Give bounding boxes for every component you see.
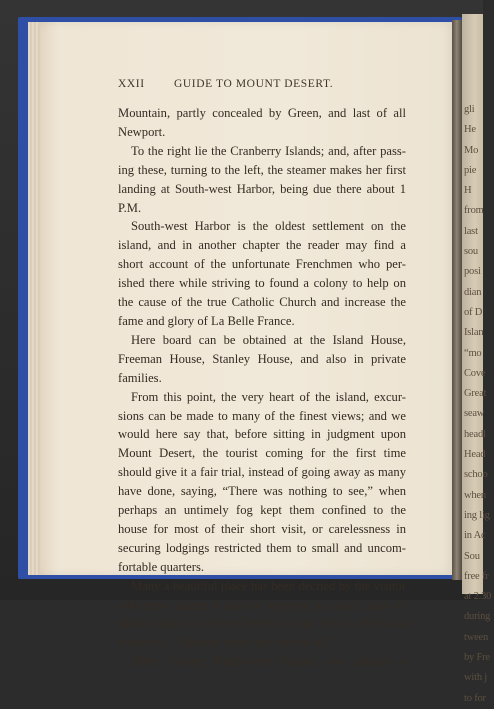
text-line: ished there while striving to found a colony to help on (118, 276, 406, 291)
text-line: have done, saying, “There was nothing to see,” when (118, 484, 406, 499)
text-line: South-west Harbor is the oldest settlement on the (131, 219, 406, 234)
facing-page-fragment: H (464, 185, 472, 197)
facing-page-fragment: last (464, 225, 478, 237)
facing-page-fragment: Cove (464, 367, 486, 379)
facing-page-fragment: Head (464, 449, 486, 461)
facing-page-text (464, 100, 494, 709)
text-line: Mount Desert, the tourist coming for the first time (118, 446, 406, 461)
facing-page-fragment: Mo (464, 144, 479, 156)
text-line: To the right lie the Cranberry Islands; and, after pass- (131, 143, 406, 158)
facing-page-fragment: sou (464, 246, 478, 258)
text-line: ing these, turning to the left, the steamer makes her first (118, 162, 406, 177)
text-line: P.M. (118, 200, 142, 215)
text-line: who there caught a cold or sprained an ankle; and we (118, 597, 406, 612)
facing-page-fragment: Islan (464, 327, 484, 339)
page-body (118, 104, 411, 671)
facing-page-fragment: gli (464, 104, 475, 115)
facing-page-fragment: dian (464, 286, 482, 298)
facing-page-fragment: Great (464, 388, 487, 400)
text-line: landing at South-west Harbor, being due there about 1 (118, 181, 406, 196)
text-line: fame and glory of La Belle France. (118, 313, 295, 328)
text-line: perhaps an untimely fog kept them confined to the (118, 503, 406, 518)
text-line: families. (118, 370, 162, 385)
text-line: Freeman House, Stanley House, and also in private (118, 351, 406, 366)
text-line: should give it a fair trial, instead of going away as many (118, 465, 406, 480)
text-line: would here say that, before sitting in judgment upon (118, 427, 406, 442)
facing-page-fragment: seaw (464, 408, 485, 420)
text-line: Newport. (118, 124, 166, 139)
text-line: island, and in another chapter the reader may find a (118, 238, 406, 253)
facing-page-fragment: headl (464, 428, 486, 440)
facing-page-fragment: in Ac (464, 530, 486, 542)
page-edges (28, 22, 40, 575)
text-line: After leaving South-west Harbor, one catches a (131, 654, 406, 669)
text-line: Here board can be obtained at the Island House, (131, 332, 406, 347)
running-title: GUIDE TO MOUNT DESERT. (174, 78, 334, 90)
facing-page-fragment: from (464, 205, 484, 217)
facing-page-fragment: free fr (464, 570, 489, 582)
page-number: XXII (118, 78, 145, 90)
text-line: house for most of their short visit, or carelessness in (118, 521, 406, 536)
facing-page-fragment: to for (464, 692, 486, 704)
text-line: whatever, “ I did not enjoy my visit at all.” (118, 635, 334, 650)
text-line: Mountain, partly concealed by Green, and last of all (118, 106, 406, 120)
text-line: sions can be made to many of the finest views; and we (118, 408, 406, 423)
facing-page-fragment: at 2.30 (464, 591, 492, 603)
text-line: securing lodgings restricted them to small and uncom- (118, 540, 406, 555)
facing-page-fragment: schoo (464, 469, 488, 481)
facing-page-fragment: pie (464, 164, 477, 176)
text-line: short account of the unfortunate Frenchmen who per- (118, 257, 406, 272)
facing-page-fragment: during (464, 611, 491, 623)
facing-page-fragment: when (464, 489, 486, 501)
text-line: From this point, the very heart of the island, excur- (131, 389, 406, 404)
facing-page-fragment: of D (464, 306, 483, 318)
facing-page-fragment: posi (464, 266, 481, 278)
text-line: the cause of the true Catholic Church and increase the (118, 295, 406, 310)
facing-page-fragment: Sou (464, 550, 480, 562)
text-line: fortable quarters. (118, 559, 205, 574)
facing-page-fragment: He (464, 124, 476, 136)
page-header (118, 78, 402, 94)
facing-page-fragment: “mo (464, 347, 482, 359)
facing-page-fragment: tween (464, 631, 489, 643)
facing-page-fragment: with j (464, 672, 488, 684)
facing-page-fragment: by Fre (464, 652, 490, 664)
facing-page (462, 14, 492, 704)
facing-page-fragment: ing lig (464, 509, 490, 521)
text-line: should look to ourselves before saying, with no allowance (118, 616, 411, 631)
text-line: Many a beautiful place has been decried by the visitor (131, 578, 406, 593)
